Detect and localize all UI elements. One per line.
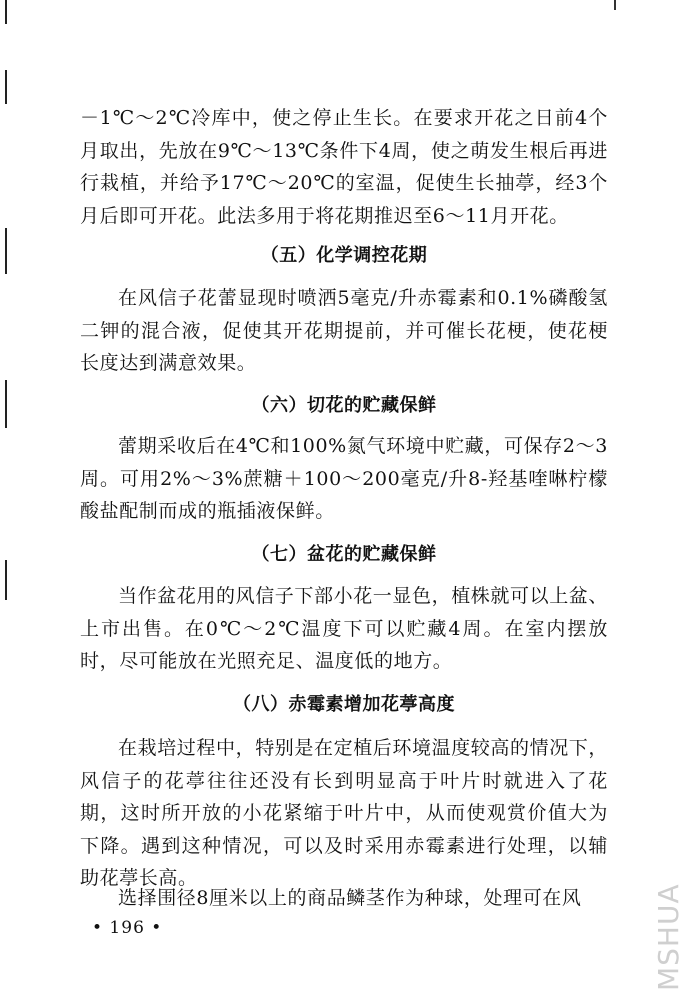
scan-edge-line	[5, 228, 7, 274]
scan-edge-mark	[5, 0, 7, 24]
scan-corner-mark	[614, 0, 616, 10]
heading-chemical-regulation: （五）化学调控花期	[260, 245, 428, 266]
watermark: MSHUA	[652, 883, 685, 992]
page-number: • 196 •	[92, 918, 163, 938]
paragraph-gibberellin-treatment	[80, 732, 608, 895]
scan-edge-line	[5, 380, 7, 428]
paragraph-bulb-selection	[80, 882, 608, 915]
paragraph-text: 在栽培过程中，特别是在定植后环境温度较高的情况下，风信子的花葶往往还没有长到明显高于叶片时就进入了花期，这时所开放的小花紧缩于叶片中，从而使观赏价值大为下降。遇到这种情况，可以及时采用赤霉素进行处理，以辅助花葶长高。	[80, 737, 609, 889]
paragraph-text: 在风信子花蕾显现时喷洒5毫克/升赤霉素和0.1%磷酸氢二钾的混合液，促使其开花期提前，并可催长花梗，使花梗长度达到满意效果。	[80, 287, 608, 374]
paragraph-text: 当作盆花用的风信子下部小花一显色，植株就可以上盆、上市出售。在0℃～2℃温度下可以贮藏4周。在室内摆放时，尽可能放在光照充足、温度低的地方。	[80, 585, 609, 672]
paragraph-potted-flower-storage	[80, 580, 608, 678]
heading-cut-flower-storage: （六）切花的贮藏保鲜	[251, 395, 437, 416]
paragraph-text: －1℃～2℃冷库中，使之停止生长。在要求开花之日前4个月取出，先放在9℃～13℃条件下4周，使之萌发生根后再进行栽植，并给予17℃～20℃的室温，促使生长抽葶，经3个月后即可开花。此法多用于将花期推迟至6～11月开花。	[80, 107, 608, 227]
paragraph-chemical-regulation	[80, 282, 608, 380]
heading-potted-flower-storage: （七）盆花的贮藏保鲜	[251, 544, 437, 565]
scan-edge-line	[5, 70, 7, 104]
scan-edge-line	[5, 560, 7, 600]
heading-gibberellin-treatment: （八）赤霉素增加花葶高度	[233, 694, 455, 715]
paragraph-cold-storage	[80, 102, 608, 232]
paragraph-text: 蕾期采收后在4℃和100%氮气环境中贮藏，可保存2～3周。可用2%～3%蔗糖＋100～200毫克/升8-羟基喹啉柠檬酸盐配制而成的瓶插液保鲜。	[80, 435, 608, 522]
paragraph-cut-flower-storage	[80, 430, 608, 528]
paragraph-text: 选择围径8厘米以上的商品鳞茎作为种球，处理可在风	[118, 887, 582, 909]
